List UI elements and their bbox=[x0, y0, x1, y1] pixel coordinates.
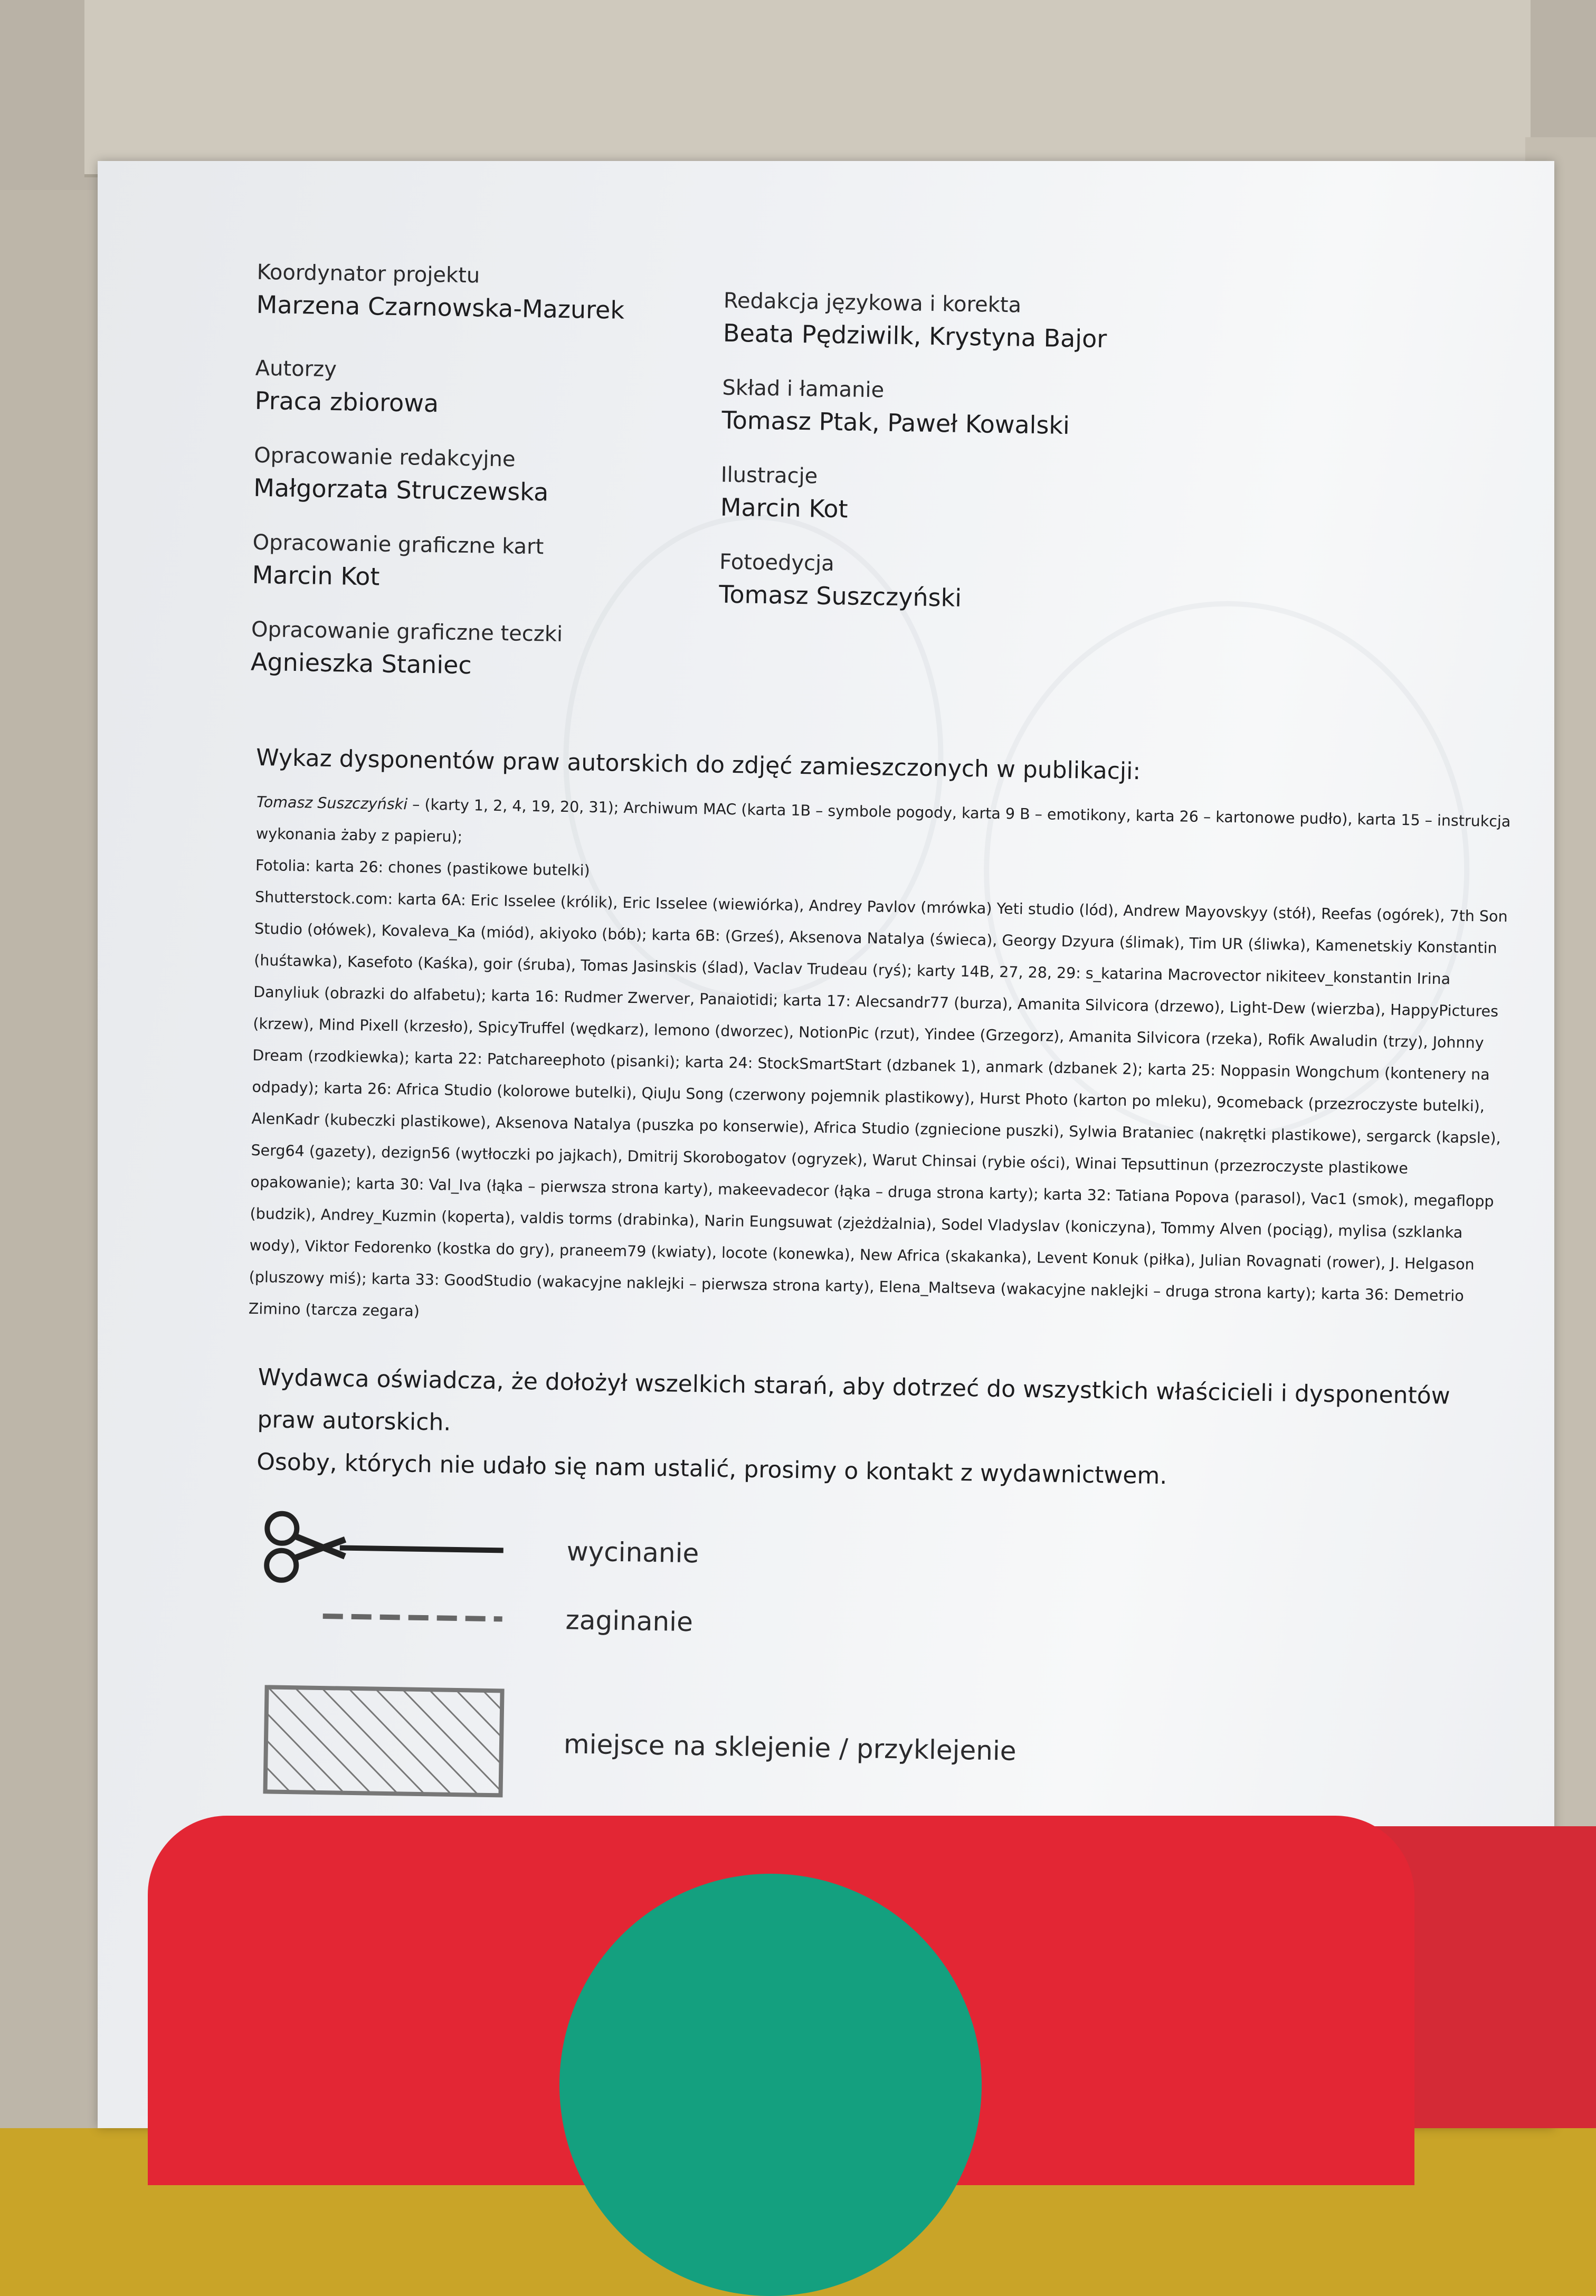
photo-credit-author: Tomasz Suszczyński bbox=[256, 793, 408, 813]
legend-cut-label: wycinanie bbox=[566, 1536, 699, 1569]
credit-name: Beata Pędziwilk, Krystyna Bajor bbox=[723, 318, 1107, 354]
credit-authors bbox=[254, 355, 439, 420]
credit-name: Tomasz Suszczyński bbox=[718, 580, 962, 612]
credit-photo-editing bbox=[719, 548, 963, 614]
credit-role: Opracowanie graficzne teczki bbox=[251, 617, 563, 647]
folder-left-flap bbox=[0, 190, 106, 2128]
hatched-box-icon bbox=[262, 1684, 506, 1798]
publisher-statement-line: Osoby, których nie udało się nam ustalić, prosimy o kontakt z wydawnictwem. bbox=[256, 1448, 1167, 1490]
credit-name: Małgorzata Struczewska bbox=[253, 473, 549, 507]
credit-role: Opracowanie redakcyjne bbox=[253, 443, 516, 472]
credit-typesetting bbox=[721, 374, 1070, 442]
credit-role: Fotoedycja bbox=[719, 549, 835, 576]
credit-editorial bbox=[253, 442, 549, 509]
publisher-statement bbox=[256, 1356, 1472, 1502]
credit-role: Koordynator projektu bbox=[256, 260, 480, 288]
credit-name: Agnieszka Staniec bbox=[250, 647, 472, 680]
credit-folder-graphics bbox=[251, 616, 563, 683]
credit-illustrations bbox=[720, 461, 849, 526]
credit-proofreading bbox=[723, 287, 1108, 355]
credit-name: Tomasz Ptak, Paweł Kowalski bbox=[721, 405, 1070, 440]
legend-cut bbox=[255, 1504, 700, 1596]
credit-name: Marcin Kot bbox=[252, 560, 380, 591]
credit-card-graphics bbox=[252, 529, 544, 596]
legend-glue bbox=[262, 1684, 1017, 1806]
photo-credits-list bbox=[248, 786, 1513, 1344]
credit-name: Praca zbiorowa bbox=[254, 386, 439, 418]
credit-name: Marzena Czarnowska-Mazurek bbox=[256, 290, 625, 325]
credit-name: Marcin Kot bbox=[720, 492, 848, 524]
credit-role: Opracowanie graficzne kart bbox=[252, 530, 544, 559]
credit-role: Autorzy bbox=[255, 356, 337, 382]
legend-fold bbox=[254, 1599, 693, 1638]
photo-credits-heading: Wykaz dysponentów praw autorskich do zdjęć zamieszczonych w publikacji: bbox=[255, 744, 1141, 785]
photo-credit-shutterstock: Shutterstock.com: karta 6A: Eric Isselee (królik), Eric Isselee (wiewiórka), Andrey Pavlov (mrówka) Yeti studio (lód), Andrew Mayovskyy (stół), Reefas (ogórek), 7th Son Studio (ołówek), Kovaleva_Ka (miód), akiyoko (bób); karta 6B: (Grześ), Aksenova Natalya (świeca), Georgy Dzyura (ślimak), Tim UR (śliwka), Kamenetskiy Konstantin (huśtawka), Kasefoto (Kaśka), goir (śruba), Tomas Jasinskis (ślad), Vaclav Trudeau (ryś); karty 14B, 27, 28, 29: s_katarina Macrovector nikiteev_konstantin Irina Danyliuk (obrazki do alfabetu); karta 16: Rudmer Zwerver, Panaiotidi; karta 17: Alecsandr77 (burza), Amanita Silvicora (drzewo), Light-Dew (wierzba), HappyPictures (krzew), Mind Pixell (krzesło), SpicyTruffel (wędkarz), lemono (dworzec), NotionPic (rzut), Yindee (Grzegorz), Amanita Silvicora (rzeka), Rofik Awaludin (trzy), Johnny Dream (rzodkiewka); karta 22: Patchareephoto (pisanki); karta 24: StockSmartStart (dzbanek 1), anmark (dzbanek 2); karta 25: Noppasin Wongchum (kontenery na odpady); karta 26: Africa Studio (kolorowe butelki), QiuJu Song (czerwony pojemnik plastikowy), Hurst Photo (karton po mleku), 9comeback (przezroczyste butelki), AlenKadr (kubeczki plastikowe), Aksenova Natalya (puszka po konserwie), Africa Studio (zgniecione puszki), Sylwia Brataniec (nakrętki plastikowe), sergarck (kapsle), Serg64 (gazety), dezign56 (wytłoczki po jajkach), Dmitrij Skorobogatov (ogryzek), Warut Chinsai (rybie ości), Winai Tepsuttinun (przezroczyste plastikowe opakowanie); karta 30: Val_Iva (łąka – pierwsza strona karty), makeevadecor (łąka – druga strona karty); karta 32: Tatiana Popova (parasol), Vac1 (smok), megaflopp (budzik), Andrey_Kuzmin (koperta), valdis torms (drabinka), Narin Eungsuwat (zjeżdżalnia), Sodel Vladyslav (koniczyna), Tommy Alven (pociąg), mylisa (szklanka wody), Viktor Fedorenko (kostka do gry), praneem79 (kwiaty), locote (konewka), New Africa (skakanka), Levent Konuk (piłka), Julian Rovagnati (rower), J. Helgason (pluszowy miś); karta 33: GoodStudio (wakacyjne naklejki – pierwsza strona karty), Elena_Maltseva (wakacyjne naklejki – druga strona karty); karta 36: Demetrio Zimino (tarcza zegara) bbox=[248, 888, 1508, 1320]
scissors-icon bbox=[255, 1504, 509, 1593]
folder-top-flap bbox=[84, 0, 1531, 177]
publisher-statement-line: Wydawca oświadcza, że dołożył wszelkich starań, aby dotrzeć do wszystkich właścicieli i dysponentów praw autorskich. bbox=[257, 1364, 1451, 1436]
credit-role: Ilustracje bbox=[720, 462, 818, 489]
green-circle bbox=[559, 1874, 982, 2296]
photo-credit-own-rest: – (karty 1, 2, 4, 19, 20, 31); Archiwum MAC (karta 1B – symbole pogody, karta 9 B – emotikony, karta 26 – kartonowe pudło), karta 15 – instrukcja wykonania żaby z papieru); bbox=[255, 795, 1511, 846]
red-card bbox=[148, 1816, 1414, 2185]
legend-glue-label: miejsce na sklejenie / przyklejenie bbox=[563, 1729, 1017, 1767]
legend-fold-label: zaginanie bbox=[565, 1605, 694, 1638]
photo-credit-fotolia: Fotolia: karta 26: chones (pastikowe butelki) bbox=[255, 856, 590, 879]
credit-role: Skład i łamanie bbox=[722, 375, 885, 403]
dashed-line-icon bbox=[254, 1599, 508, 1635]
credit-coordinator bbox=[256, 259, 625, 327]
credit-role: Redakcja językowa i korekta bbox=[723, 288, 1022, 318]
